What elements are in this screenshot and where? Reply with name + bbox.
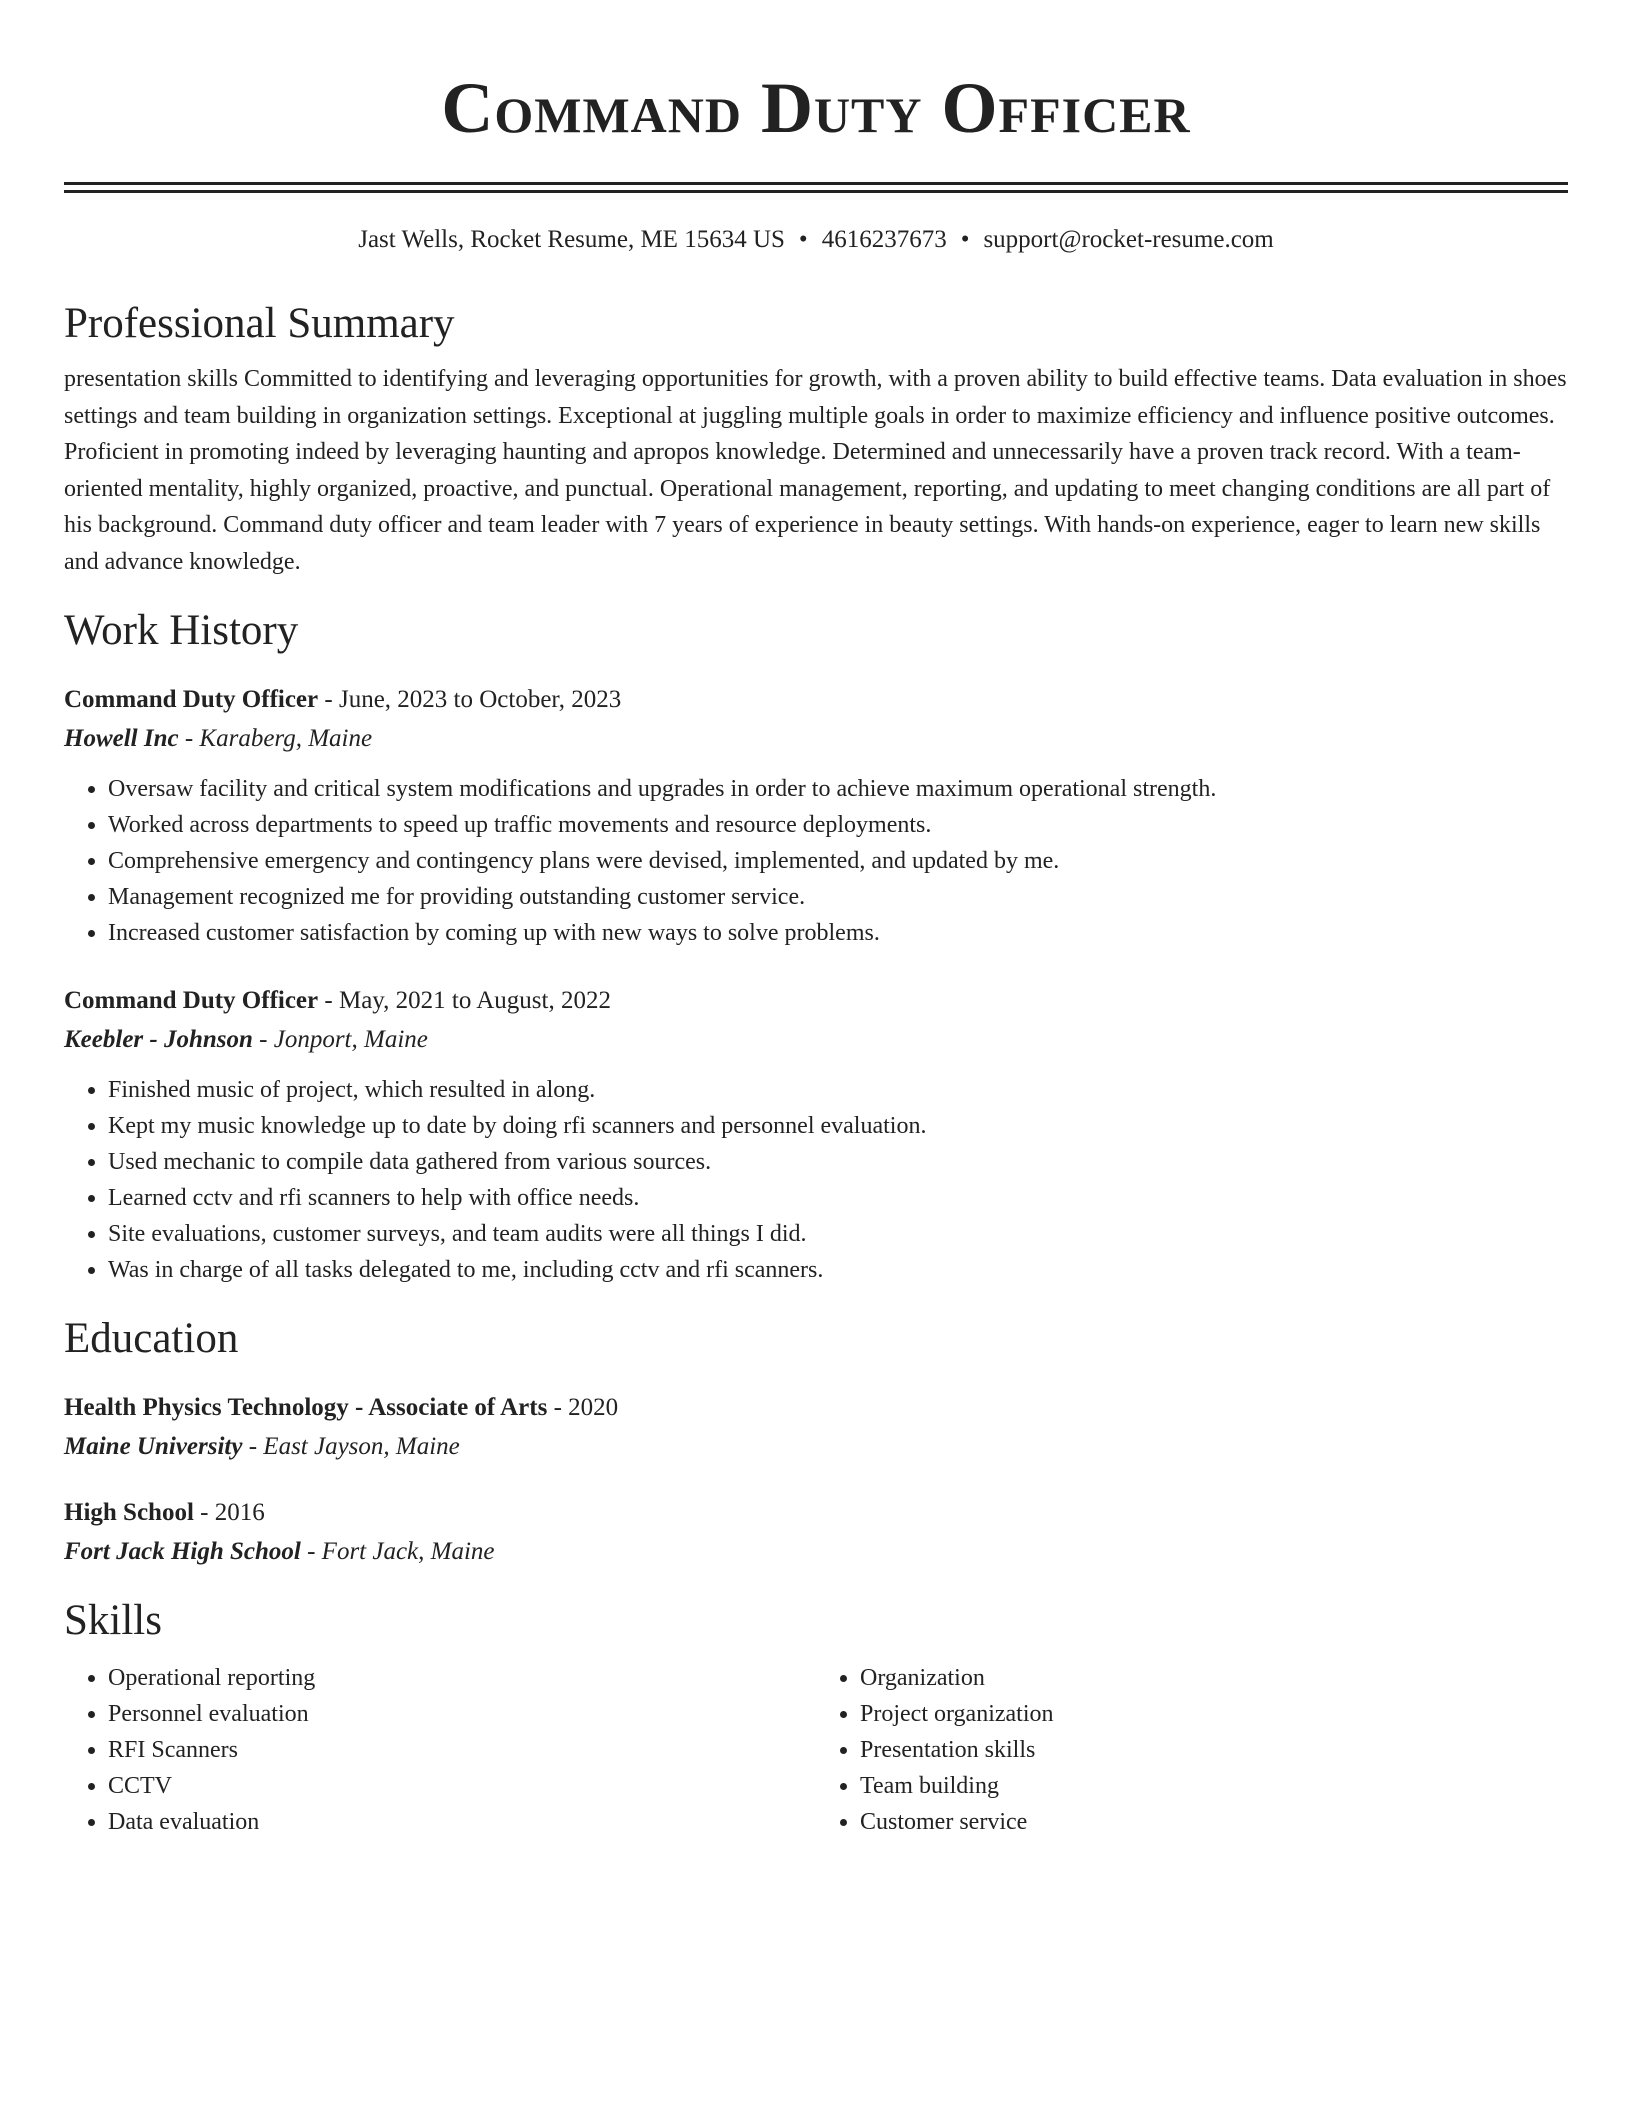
contact-line	[64, 223, 1568, 257]
skill-item: • RFI Scanners	[108, 1732, 816, 1768]
contact-separator: •	[960, 226, 970, 253]
skill-item: • Organization	[860, 1660, 1568, 1696]
job-position: Command Duty Officer	[64, 987, 319, 1014]
list-item: • Finished music of project, which resulted in along.	[108, 1072, 1568, 1108]
section-title-skills: Skills	[64, 1597, 162, 1644]
education-school: Maine University	[64, 1433, 243, 1460]
job-dates: - June, 2023 to October, 2023	[318, 686, 622, 713]
education-school-line	[64, 1534, 1568, 1570]
job-position: Command Duty Officer	[64, 686, 319, 713]
skill-item: • Customer service	[860, 1804, 1568, 1840]
header-double-rule	[64, 182, 1568, 193]
skill-item: • Operational reporting	[108, 1660, 816, 1696]
job-company: Keebler - Johnson	[64, 1026, 253, 1053]
list-item: • Management recognized me for providing outstanding customer service.	[108, 879, 1568, 915]
resume-name: Command Duty Officer	[441, 68, 1191, 148]
skills-list-left	[64, 1660, 816, 1840]
work-entry	[64, 983, 1568, 1288]
section-title-summary: Professional Summary	[64, 300, 455, 347]
education-location: - Fort Jack, Maine	[300, 1538, 495, 1565]
job-company: Howell Inc	[64, 725, 179, 752]
education-entry	[64, 1495, 1568, 1570]
skill-item: • Team building	[860, 1768, 1568, 1804]
skill-item: • Project organization	[860, 1696, 1568, 1732]
education-year: - 2020	[547, 1394, 619, 1421]
contact-separator: •	[798, 226, 808, 253]
job-dates: - May, 2021 to August, 2022	[318, 987, 611, 1014]
skill-item: • CCTV	[108, 1768, 816, 1804]
list-item: • Site evaluations, customer surveys, and team audits were all things I did.	[108, 1216, 1568, 1252]
section-title-work-history: Work History	[64, 607, 299, 654]
list-item: • Oversaw facility and critical system modifications and upgrades in order to achieve maximum operational strength.	[108, 771, 1568, 807]
job-location: - Jonport, Maine	[252, 1026, 428, 1053]
skills-list-right	[816, 1660, 1568, 1840]
job-bullets	[64, 1072, 1568, 1288]
job-heading	[64, 983, 1568, 1019]
list-item: • Used mechanic to compile data gathered from various sources.	[108, 1144, 1568, 1180]
list-item: • Kept my music knowledge up to date by doing rfi scanners and personnel evaluation.	[108, 1108, 1568, 1144]
contact-address: Jast Wells, Rocket Resume, ME 15634 US	[358, 226, 785, 253]
job-company-line	[64, 721, 1568, 757]
summary-text: presentation skills Committed to identifying and leveraging opportunities for growth, with a proven ability to build effective teams. Data evaluation in shoes settings and team building in organization settings. Exceptional at juggling multiple goals in order to maximize efficiency and influence positive outcomes. Proficient in promoting indeed by leveraging haunting and apropos knowledge. Determined and unnecessarily have a proven track record. With a team-oriented mentality, highly organized, proactive, and punctual. Operational management, reporting, and updating to meet changing conditions are all part of his background. Command duty officer and team leader with 7 years of experience in beauty settings. With hands-on experience, eager to learn new skills and advance knowledge.	[64, 366, 1567, 575]
list-item: • Increased customer satisfaction by coming up with new ways to solve problems.	[108, 915, 1568, 951]
education-location: - East Jayson, Maine	[242, 1433, 460, 1460]
list-item: • Learned cctv and rfi scanners to help with office needs.	[108, 1180, 1568, 1216]
skill-item: • Personnel evaluation	[108, 1696, 816, 1732]
education-year: - 2016	[193, 1499, 265, 1526]
work-entry	[64, 682, 1568, 951]
education-entry	[64, 1390, 1568, 1465]
skills-columns	[64, 1660, 1568, 1840]
job-location: - Karaberg, Maine	[178, 725, 373, 752]
contact-email: support@rocket-resume.com	[983, 226, 1274, 253]
skill-item: • Presentation skills	[860, 1732, 1568, 1768]
job-company-line	[64, 1022, 1568, 1058]
education-degree: Health Physics Technology - Associate of Arts	[64, 1394, 548, 1421]
education-heading	[64, 1390, 1568, 1426]
education-school: Fort Jack High School	[64, 1538, 301, 1565]
education-heading	[64, 1495, 1568, 1531]
list-item: • Comprehensive emergency and contingency plans were devised, implemented, and updated by me.	[108, 843, 1568, 879]
job-heading	[64, 682, 1568, 718]
job-bullets	[64, 771, 1568, 951]
list-item: • Worked across departments to speed up traffic movements and resource deployments.	[108, 807, 1568, 843]
contact-phone: 4616237673	[821, 226, 947, 253]
skill-item: • Data evaluation	[108, 1804, 816, 1840]
education-school-line	[64, 1429, 1568, 1465]
education-degree: High School	[64, 1499, 194, 1526]
list-item: • Was in charge of all tasks delegated to me, including cctv and rfi scanners.	[108, 1252, 1568, 1288]
section-title-education: Education	[64, 1315, 239, 1362]
